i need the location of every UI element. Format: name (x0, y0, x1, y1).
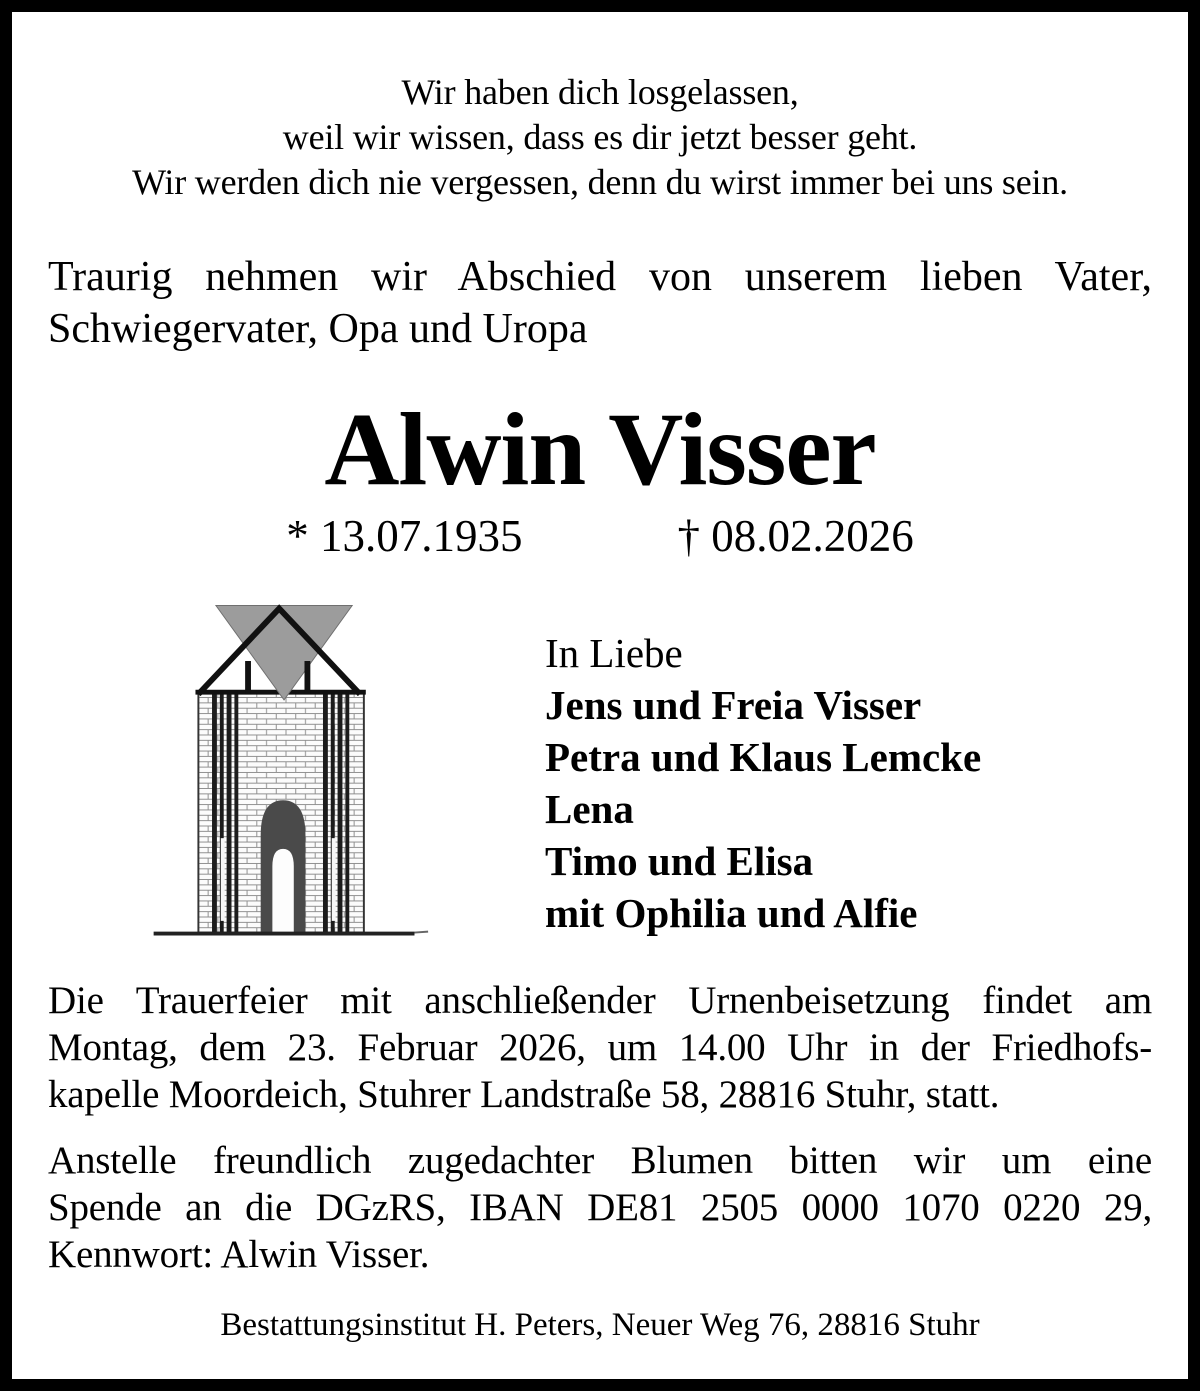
donation-line: Spende an die DGzRS, IBAN DE81 2505 0000 1070 0220 29, (48, 1186, 1152, 1229)
funeral-info-paragraph (48, 977, 1152, 1118)
funeral-home-line: Bestattungsinstitut H. Peters, Neuer Weg 76, 28816 Stuhr (220, 1307, 980, 1343)
mourner-name: Lena (545, 786, 634, 832)
memorial-tower-illustration (140, 585, 432, 957)
donation-info-paragraph (48, 1137, 1152, 1278)
life-dates (48, 511, 1152, 561)
funeral-line: kapelle Moordeich, Stuhrer Landstraße 58, 28816 Stuhr, statt. (48, 1073, 1000, 1116)
verse-line: Wir haben dich losgelassen, (401, 72, 799, 112)
middle-section (48, 585, 1152, 957)
mourners-salutation: In Liebe (545, 630, 683, 676)
mourner-name: Petra und Klaus Lemcke (545, 734, 982, 780)
birth-star-icon: * (286, 511, 309, 561)
opening-verse (48, 70, 1152, 205)
death-cross-icon: † (677, 511, 700, 561)
birth-date (286, 511, 522, 561)
mourners-list (545, 585, 981, 957)
intro-line: Schwiegervater, Opa und Uropa (48, 306, 588, 352)
donation-line: Kennwort: Alwin Visser. (48, 1233, 430, 1276)
birth-date-value: 13.07.1935 (320, 511, 523, 561)
donation-line: Anstelle freundlich zugedachter Blumen bitten wir um eine (48, 1139, 1152, 1182)
bell-tower-drawing-svg (140, 585, 432, 957)
mourner-name: Timo und Elisa (545, 838, 814, 884)
funeral-line: Montag, dem 23. Februar 2026, um 14.00 Uhr in der Friedhofs- (48, 1026, 1152, 1069)
funeral-line: Die Trauerfeier mit anschließender Urnenbeisetzung findet am (48, 979, 1152, 1022)
deceased-name: Alwin Visser (324, 392, 876, 507)
mourner-name: mit Ophilia und Alfie (545, 890, 918, 936)
verse-line: Wir werden dich nie vergessen, denn du wirst immer bei uns sein. (132, 162, 1068, 202)
death-date-value: 08.02.2026 (711, 511, 914, 561)
intro-paragraph (48, 251, 1152, 355)
death-date (678, 511, 914, 561)
verse-line: weil wir wissen, dass es dir jetzt besser geht. (282, 117, 918, 157)
mourner-name: Jens und Freia Visser (545, 682, 922, 728)
intro-line: Traurig nehmen wir Abschied von unserem lieben Vater, (48, 254, 1152, 300)
